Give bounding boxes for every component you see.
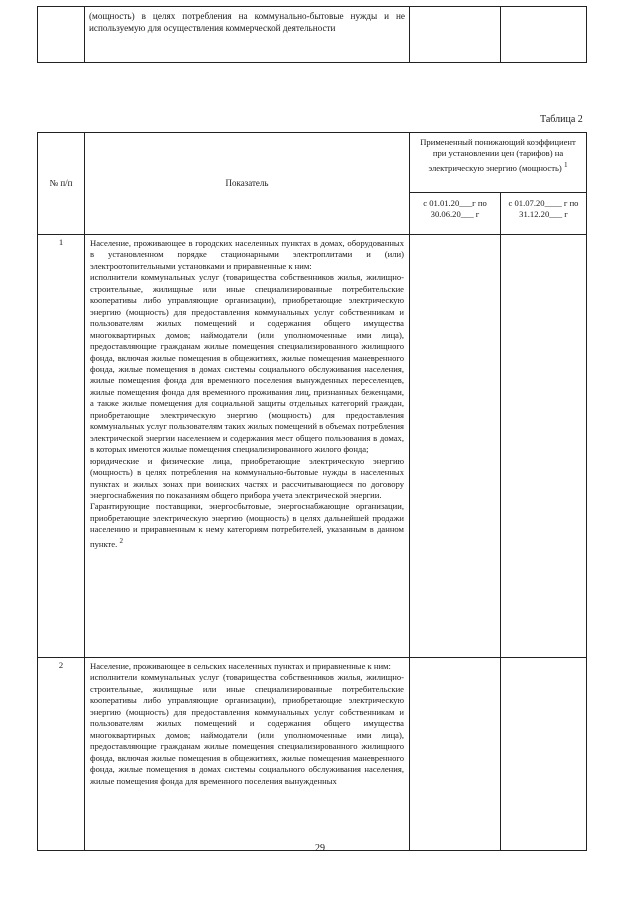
page-number: 29	[315, 843, 325, 854]
value-cell	[501, 7, 587, 63]
table-row	[38, 7, 587, 63]
header-num: № п/п	[38, 133, 85, 235]
prev-row-text: (мощность) в целях потребления на коммунально-бытовые нужды и не используемую для осуществления коммерческой деятельности	[85, 7, 410, 63]
footnote-marker: 2	[119, 536, 124, 545]
header-period-1: с 01.01.20___г по 30.06.20___ г	[410, 193, 501, 235]
header-coefficient-text: Примененный понижающий коэффициент при установлении цен (тарифов) на электрическую энергию (мощность)	[420, 137, 576, 173]
footnote-marker: 1	[563, 160, 568, 169]
header-name: Показатель	[85, 133, 410, 235]
row-text	[85, 658, 410, 851]
row-number: 2	[38, 658, 85, 851]
row-text-body: Население, проживающее в городских населенных пунктах в домах, оборудованных в установленном порядке стационарными электроплитами и (или) электроотопительными установками и приравненные к ним: исполнители коммунальных услуг (товарищества собственников жилья, жилищно-строительные, жилищные или иные специализированные потребительские кооперативы либо управляющие организации), приобретающие электрическую энергию (мощность) для предоставления коммунальных услуг собственникам и пользователям жилых помещений и содержания общего имущества многоквартирных домов; наймодатели (или уполномоченные ими лица), предоставляющие гражданам жилые помещения специализированного жилищного фонда, включая жилые помещения в общежитиях, жилые помещения маневренного фонда, жилые помещения в домах системы социального обслуживания населения, жилые помещения фонда для временного поселения вынужденных переселенцев, жилые помещения фонда для временного проживания лиц, признанных беженцами, а также жилые помещения для социальной защиты отдельных категорий граждан, приобретающие электрическую энергию (мощность) для предоставления коммунальных услуг пользователям таких жилых помещений в объемах потребления электрической энергии населением и содержания мест общего пользования в домах, в которых имеются жилые помещения специализированного жилого фонда; юридические и физические лица, приобретающие электрическую энергию (мощность) в целях потребления на коммунально-бытовые нужды в населенных пунктах и жилых зонах при воинских частях и рассчитывающиеся по договору энергоснабжения по показаниям общего прибора учета электрической энергии. Гарантирующие поставщики, энергосбытовые, энергоснабжающие организации, приобретающие электрическую энергию (мощность) в целях дальнейшей продажи населению и приравненным к нему категориям потребителей, указанным в данном пункте.	[90, 238, 404, 549]
value-cell	[410, 7, 501, 63]
row-text	[85, 235, 410, 658]
value-cell	[410, 235, 501, 658]
table-label: Таблица 2	[540, 114, 583, 125]
value-cell	[410, 658, 501, 851]
header-period-2: с 01.07.20____ г по 31.12.20___ г	[501, 193, 587, 235]
table-row	[38, 235, 587, 658]
header-row	[38, 133, 587, 193]
header-coefficient	[410, 133, 587, 193]
table-row	[38, 658, 587, 851]
row-number: 1	[38, 235, 85, 658]
previous-table-fragment	[37, 6, 587, 63]
coefficients-table	[37, 132, 587, 851]
value-cell	[501, 658, 587, 851]
row-text-body: Население, проживающее в сельских населенных пунктах и приравненные к ним: исполнители коммунальных услуг (товарищества собственников жилья, жилищно-строительные, жилищные или иные специализированные потребительские кооперативы либо управляющие организации), приобретающие электрическую энергию (мощность) для предоставления коммунальных услуг собственникам и пользователям жилых помещений и содержания общего имущества многоквартирных домов; наймодатели (или уполномоченные ими лица), предоставляющие гражданам жилые помещения специализированного жилищного фонда, включая жилые помещения в общежитиях, жилые помещения маневренного фонда, жилые помещения в домах системы социального обслуживания населения, жилые помещения фонда для временного поселения вынужденных	[90, 661, 404, 786]
value-cell	[501, 235, 587, 658]
num-cell	[38, 7, 85, 63]
